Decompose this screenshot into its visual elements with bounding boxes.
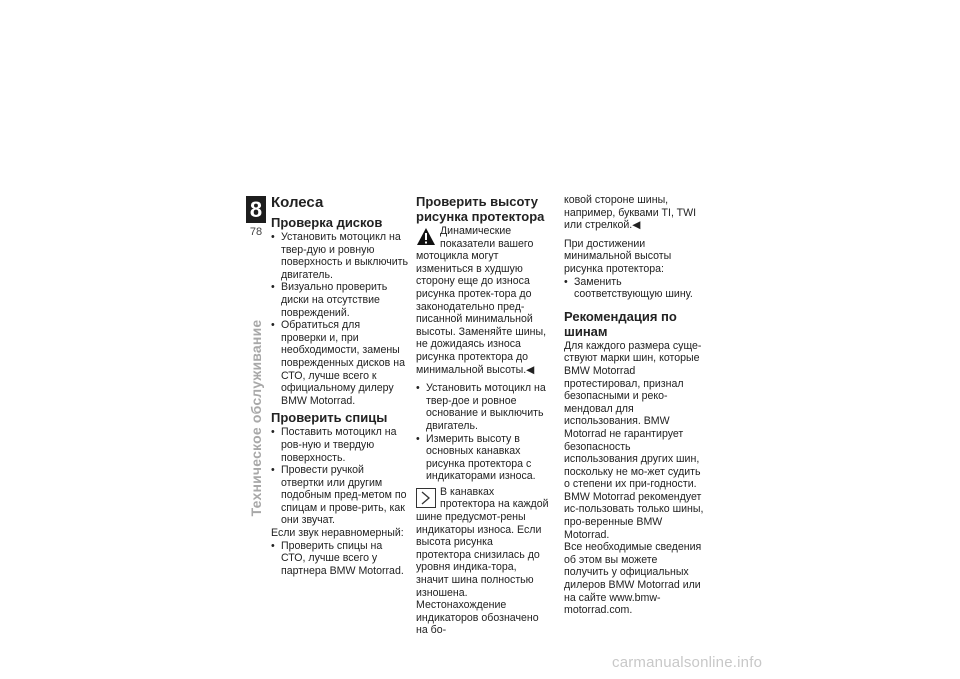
section-heading-rims: Проверка дисков — [271, 215, 383, 230]
page-number: 78 — [249, 226, 263, 238]
recommendation-paragraph-3: Все необходимые сведения об этом вы можете получить у официальных дилеров BMW Motorrad или на сайте www.bmw-motorrad.com. — [564, 541, 702, 617]
info-note-text: В канавках протектора на каждой шине предусмот-рены индикаторы износа. Если высота рисунка протектора снизилась до уровня индика-тора, значит шина полностью изношена. Местонахождение индикаторов обозначено на бо- — [416, 485, 549, 637]
list-item: • Визуально проверить диски на отсутствие повреждений. — [271, 281, 408, 319]
recommendation-paragraph-1: Для каждого размера суще-ствуют марки шин, которые BMW Motorrad протестировал, признал безопасными и реко-мендовал для использования. BMW Motorrad не гарантирует безопасность использования других шин, поскольку не мо-жет судить о степени их при-годности. — [564, 339, 702, 491]
side-chapter-title: Техническое обслуживание — [248, 319, 264, 517]
section-heading-spokes: Проверить спицы — [271, 410, 388, 426]
section-heading-tread-depth: Проверить высоту рисунка протектора — [416, 194, 545, 224]
list-item: • Установить мотоцикл на твер-дую и ровную поверхность и выключить двигатель. — [271, 231, 408, 281]
warning-triangle-icon — [416, 227, 436, 249]
note-continuation: ковой стороне шины, например, буквами TI, TWI или стрелкой.◀ — [564, 194, 697, 232]
warning-block — [416, 225, 550, 376]
tread-checklist — [416, 382, 550, 483]
list-item: • Измерить высоту в основных канавках рисунка протектора с индикаторами износа. — [416, 433, 550, 483]
column-right — [564, 194, 704, 617]
condition-text: Если звук неравномерный: — [271, 527, 404, 540]
watermark-footer: carmanualsonline.info — [612, 654, 763, 671]
column-middle — [416, 194, 550, 637]
list-item: • Проверить спицы на СТО, лучше всего у партнера BMW Motorrad. — [271, 540, 408, 578]
recommendation-paragraph-2: BMW Motorrad рекомендует ис-пользовать только шины, про-веренные BMW Motorrad. — [564, 490, 704, 541]
info-note-block — [416, 486, 550, 637]
list-item: • Обратиться для проверки и, при необходимости, замены поврежденных дисков на СТО, лучше всего к официальному дилеру BMW Motorrad. — [271, 319, 408, 407]
spokes-checklist — [271, 426, 408, 527]
spokes-checklist-2 — [271, 540, 408, 578]
rims-checklist — [271, 231, 408, 407]
section-heading-tyre-recommendation: Рекомендация по шинам — [564, 308, 677, 339]
list-item: • Поставить мотоцикл на ров-ную и твердую поверхность. — [271, 426, 408, 464]
replace-checklist — [564, 276, 704, 301]
column-left — [271, 194, 408, 577]
warning-text: Динамические показатели вашего мотоцикла могут измениться в худшую сторону еще до износа рисунка протек-тора до законодательно пред-писанной минимальной высоты. Заменяйте шины, не дожидаясь износа рисунка протектора до минимальной высоты.◀ — [416, 225, 547, 376]
page-title: Колеса — [271, 194, 324, 211]
list-item: • Установить мотоцикл на твер-дое и ровное основание и выключить двигатель. — [416, 382, 550, 432]
list-item: • Заменить соответствующую шину. — [564, 276, 704, 301]
chapter-number-badge: 8 — [246, 196, 266, 223]
info-note-icon — [416, 488, 436, 510]
min-depth-text: При достижении минимальной высоты рисунка протектора: — [564, 237, 672, 275]
list-item: • Провести ручкой отвертки или другим подобным пред-метом по спицам и прове-рить, как они звучат. — [271, 464, 408, 527]
